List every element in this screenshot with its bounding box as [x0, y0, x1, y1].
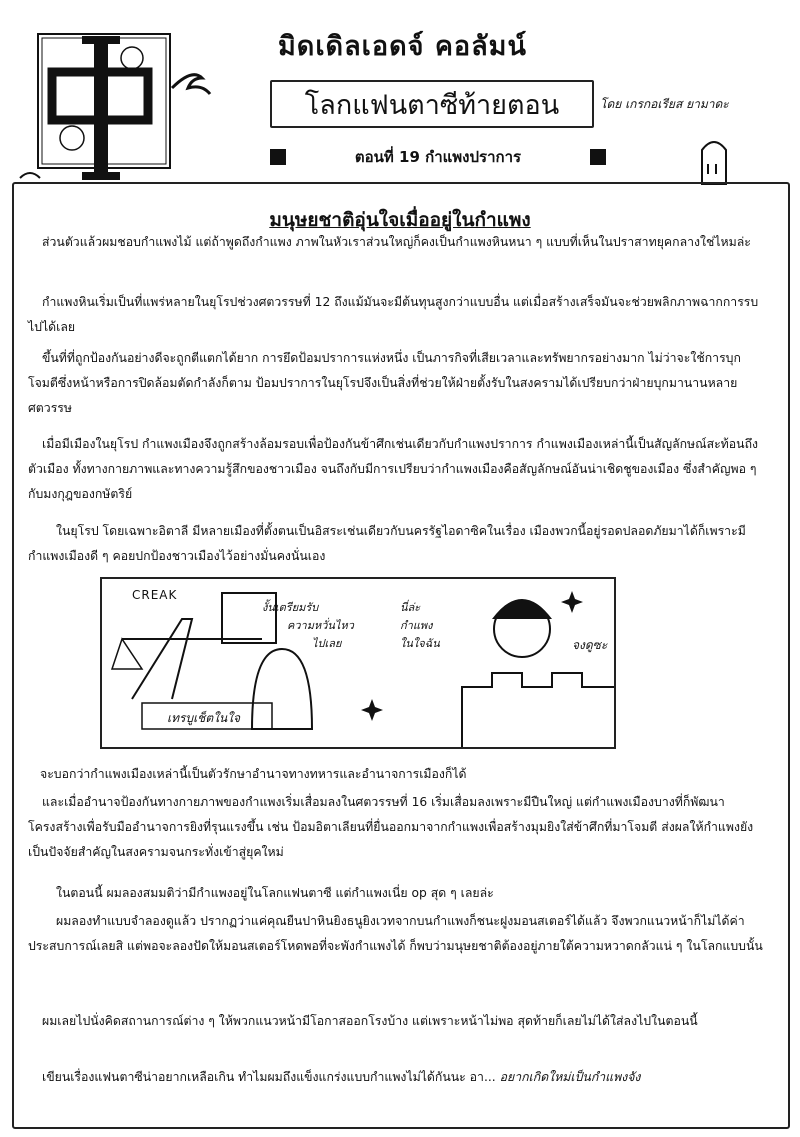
- article-heading: มนุษยชาติอุ่นใจเมื่ออยู่ในกำแพง: [269, 209, 531, 231]
- comic-sound-effect: CREAK: [132, 588, 178, 602]
- comic-caption-line: ไปเลย: [312, 637, 342, 650]
- article-paragraph: ผมลองทำแบบจำลองดูแล้ว ปรากฏว่าแค่คุณยืนปาหินยิงธนูยิงเวทจากบนกำแพงก็ชนะฝูงมอนสเตอร์ได้แล้ว จึงพวกแนวหน้าก็ไม่ได้ค่าประสบการณ์เลยสิ แต่พอจะลองปัดให้มอนสเตอร์โหดพอที่จะพังกำแพงได้ ก็พบว่ามนุษยชาติต้องอยู่ภายใต้ความหวาดกลัวแน่ ๆ ในโลกแบบนั้น: [28, 914, 763, 953]
- article-paragraph: ขึ้นที่ที่ถูกป้องกันอย่างดีจะถูกตีแตกได้ยาก การยึดป้อมปราการแห่งหนึ่ง เป็นภารกิจที่เสียเวลาและทรัพยากรอย่างมาก ไม่ว่าจะใช้การบุกโจมตีซึ่งหน้าหรือการปิดล้อมตัดกำลังก็ตาม ป้อมปราการในยุโรปจึงเป็นสิ่งที่ช่วยให้ฝ่ายตั้งรับในสงครามได้เปรียบกว่าฝ่ายบุกมานานหลายศตวรรษ: [28, 351, 741, 415]
- comic-caption-right: จงดูซะ: [572, 638, 608, 652]
- comic-caption-line: ความหวั่นไหว: [287, 619, 354, 632]
- comic-panel: [100, 577, 616, 749]
- comic-caption-line: งั้นเตรียมรับ: [262, 601, 319, 614]
- comic-sign-label: เทรบูเช็ตในใจ: [167, 711, 241, 725]
- article-paragraph: เมื่อมีเมืองในยุโรป กำแพงเมืองจึงถูกสร้างล้อมรอบเพื่อป้องกันข้าศึกเช่นเดียวกับกำแพงปราการ กำแพงเมืองเหล่านี้เป็นสัญลักษณ์สะท้อนถึงตัวเมือง ทั้งทางกายภาพและทางความรู้สึกของชาวเมือง จนถึงกับมีการเปรียบว่ากำแพงเมืองคือสัญลักษณ์อันน่าเชิดชูของเมือง ซึ่งสำคัญพอ ๆ กับมงกุฎของกษัตริย์: [28, 437, 759, 501]
- article-closing-text: เขียนเรื่องแฟนตาซีน่าอยากเหลือเกิน ทำไมผมถึงแข็งแกร่งแบบกำแพงไม่ได้กันนะ อา...: [42, 1070, 496, 1084]
- article-paragraph: และเมื่ออำนาจป้องกันทางกายภาพของกำแพงเริ่มเสื่อมลงในศตวรรษที่ 16 เริ่มเสื่อมลงเพราะมีปืนใหญ่ แต่กำแพงเมืองบางที่ก็พัฒนาโครงสร้างเพื่อรับมืออำนาจการยิงที่รุนแรงขึ้น เช่น ป้อมอิตาเลียนที่ยื่นออกมาจากกำแพงเพื่อสร้างมุมยิงใส่ข้าศึกที่มาโจมตี ส่งผลให้กำแพงยังเป็นปัจจัยสำคัญในสงครามจนกระทั่งเข้าสู่ยุคใหม่: [28, 795, 754, 859]
- article-closing-paragraph: [28, 1065, 768, 1090]
- lantern-doodle-icon: [694, 130, 734, 186]
- article-paragraph: ในยุโรป โดยเฉพาะอิตาลี มีหลายเมืองที่ตั้งตนเป็นอิสระเช่นเดียวกับนครรัฐไอดาซิคในเรื่อง เมืองพวกนี้อยู่รอดปลอดภัยมาได้ก็เพราะมีกำแพงเมืองดี ๆ คอยปกป้องชาวเมืองไว้อย่างมั่นคงนั่นเอง: [28, 524, 746, 563]
- column-title: มิดเดิลเอดจ์ คอลัมน์: [278, 31, 527, 62]
- article-paragraph: ส่วนตัวแล้วผมชอบกำแพงไม้ แต่ถ้าพูดถึงกำแพง ภาพในหัวเราส่วนใหญ่ก็คงเป็นกำแพงหินหนา ๆ แบบที่เห็นในปราสาทยุคกลางใช่ไหมล่ะ: [42, 235, 751, 249]
- article-closing-aside: อยากเกิดใหม่เป็นกำแพงจัง: [499, 1070, 641, 1084]
- illuminated-letter-logo: [12, 18, 226, 190]
- column-subtitle: โลกแฟนตาซีท้ายตอน: [270, 80, 594, 128]
- episode-title: ตอนที่ 19 กำแพงปราการ: [354, 148, 522, 166]
- comic-caption-line: นี่ล่ะ: [400, 601, 421, 614]
- article-paragraph: กำแพงหินเริ่มเป็นที่แพร่หลายในยุโรปช่วงศตวรรษที่ 12 ถึงแม้มันจะมีต้นทุนสูงกว่าแบบอื่น แต่เมื่อสร้างเสร็จมันจะช่วยพลิกภาพฉากการรบไปได้เลย: [28, 295, 759, 334]
- article-paragraph: ในตอนนี้ ผมลองสมมติว่ามีกำแพงอยู่ในโลกแฟนตาซี แต่กำแพงเนี่ย op สุด ๆ เลยล่ะ: [56, 886, 494, 900]
- comic-caption-line: กำแพง: [400, 619, 433, 632]
- comic-caption-line: ในใจฉัน: [400, 637, 440, 650]
- article-paragraph: จะบอกว่ากำแพงเมืองเหล่านี้เป็นตัวรักษาอำนาจทางทหารและอำนาจการเมืองก็ได้: [40, 767, 467, 781]
- article-paragraph: ผมเลยไปนั่งคิดสถานการณ์ต่าง ๆ ให้พวกแนวหน้ามีโอกาสออกโรงบ้าง แต่เพราะหน้าไม่พอ สุดท้ายก็เลยไม่ได้ใส่ลงไปในตอนนี้: [42, 1014, 698, 1028]
- author-byline: โดย เกรกอเรียส ยามาดะ: [600, 97, 729, 111]
